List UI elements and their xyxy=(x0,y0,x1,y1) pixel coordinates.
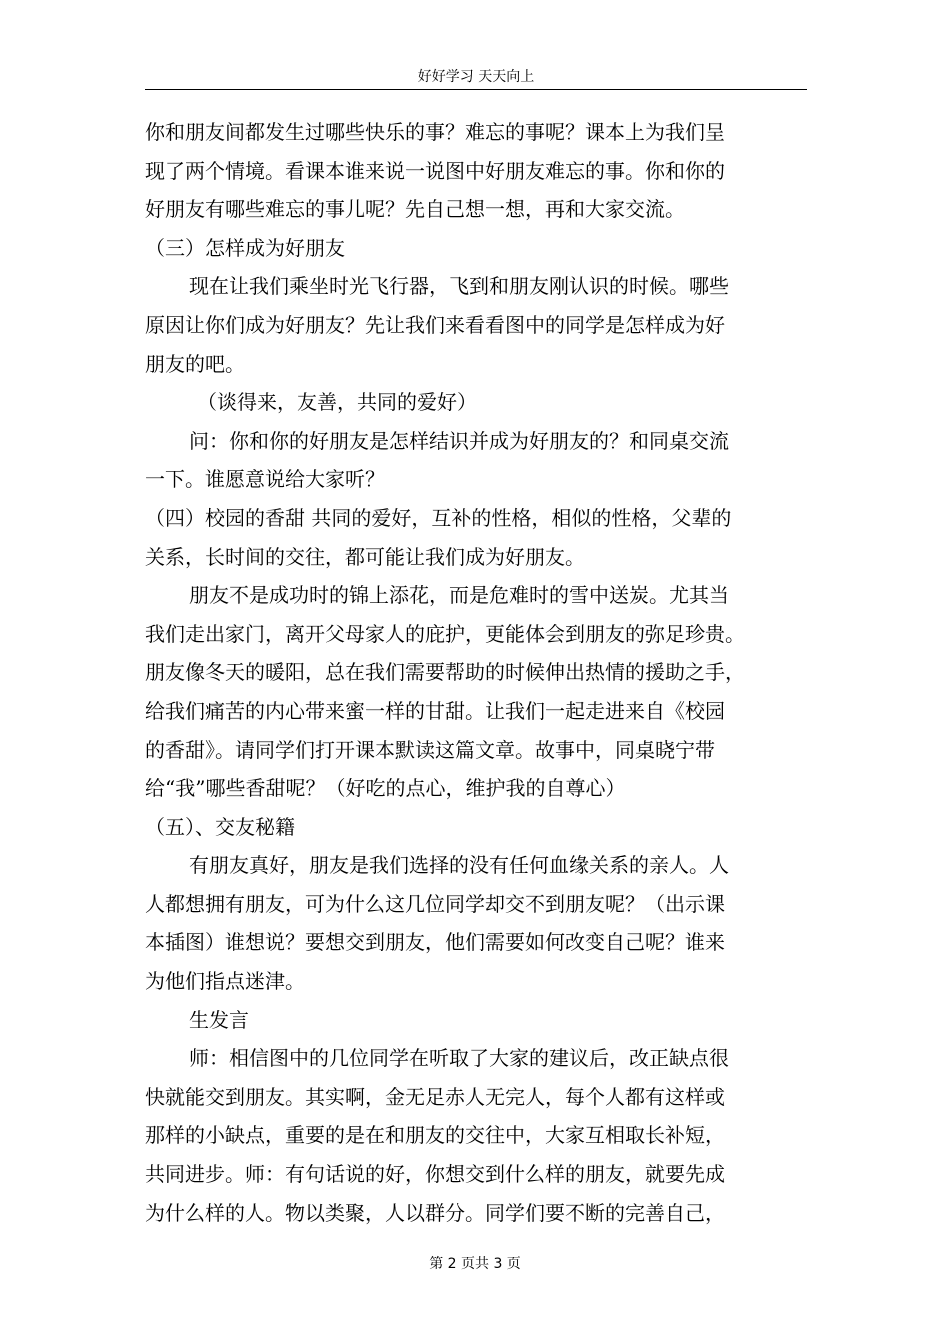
text-line: 好朋友有哪些难忘的事儿呢？先自己想一想，再和大家交流。 xyxy=(145,197,685,222)
text-line: 为什么样的人。物以类聚，人以群分。同学们要不断的完善自己， xyxy=(145,1200,725,1225)
text-line: 问：你和你的好朋友是怎样结识并成为好朋友的？和同桌交流 xyxy=(189,428,729,453)
text-line: 有朋友真好，朋友是我们选择的没有任何血缘关系的亲人。人 xyxy=(189,853,729,878)
text-line: 我们走出家门，离开父母家人的庇护，更能体会到朋友的弥足珍贵。 xyxy=(145,621,745,646)
section-heading-5: （五）、交友秘籍 xyxy=(145,814,295,839)
section-heading-3: （三）怎样成为好朋友 xyxy=(145,235,345,260)
header-divider xyxy=(145,89,807,90)
text-line: 朋友的吧。 xyxy=(145,351,245,376)
text-line: 生发言 xyxy=(189,1007,249,1032)
text-line: 你和朋友间都发生过哪些快乐的事？难忘的事呢？课本上为我们呈 xyxy=(145,120,725,144)
text-line: 一下。谁愿意说给大家听？ xyxy=(145,467,385,492)
text-line: 共同进步。师：有句话说的好，你想交到什么样的朋友，就要先成 xyxy=(145,1162,725,1187)
text-line: 师：相信图中的几位同学在听取了大家的建议后，改正缺点很 xyxy=(189,1046,729,1071)
text-line: 原因让你们成为好朋友？先让我们来看看图中的同学是怎样成为好 xyxy=(145,312,725,337)
text-line: 朋友不是成功时的锦上添花，而是危难时的雪中送炭。尤其当 xyxy=(189,583,729,608)
page-header: 好好学习 天天向上 xyxy=(417,69,535,85)
text-line: 那样的小缺点，重要的是在和朋友的交往中，大家互相取长补短， xyxy=(145,1123,725,1148)
text-line: 为他们指点迷津。 xyxy=(145,969,305,994)
text-line: 人都想拥有朋友，可为什么这几位同学却交不到朋友呢？（出示课 xyxy=(145,891,725,916)
text-line: 快就能交到朋友。其实啊，金无足赤人无完人，每个人都有这样或 xyxy=(145,1084,725,1109)
text-line: 给“我”哪些香甜呢？（好吃的点心，维护我的自尊心） xyxy=(145,776,626,801)
text-line: （谈得来，友善，共同的爱好） xyxy=(197,390,477,415)
page-number: 第 2 页共 3 页 xyxy=(429,1256,521,1272)
text-line: 的香甜》。请同学们打开课本默读这篇文章。故事中，同桌晓宁带 xyxy=(145,737,715,762)
text-line: 给我们痛苦的内心带来蜜一样的甘甜。让我们一起走进来自《校园 xyxy=(145,698,725,723)
text-line: 关系，长时间的交往，都可能让我们成为好朋友。 xyxy=(145,544,585,569)
text-line: 现了两个情境。看课本谁来说一说图中好朋友难忘的事。你和你的 xyxy=(145,158,725,183)
text-line: 本插图）谁想说？要想交到朋友，他们需要如何改变自己呢？谁来 xyxy=(145,930,725,955)
document-body xyxy=(145,113,813,1232)
section-heading-4: （四）校园的香甜 共同的爱好，互补的性格，相似的性格，父辈的 xyxy=(145,505,732,530)
text-line: 朋友像冬天的暖阳，总在我们需要帮助的时候伸出热情的援助之手， xyxy=(145,660,745,685)
text-line: 现在让我们乘坐时光飞行器，飞到和朋友刚认识的时候。哪些 xyxy=(189,274,729,299)
